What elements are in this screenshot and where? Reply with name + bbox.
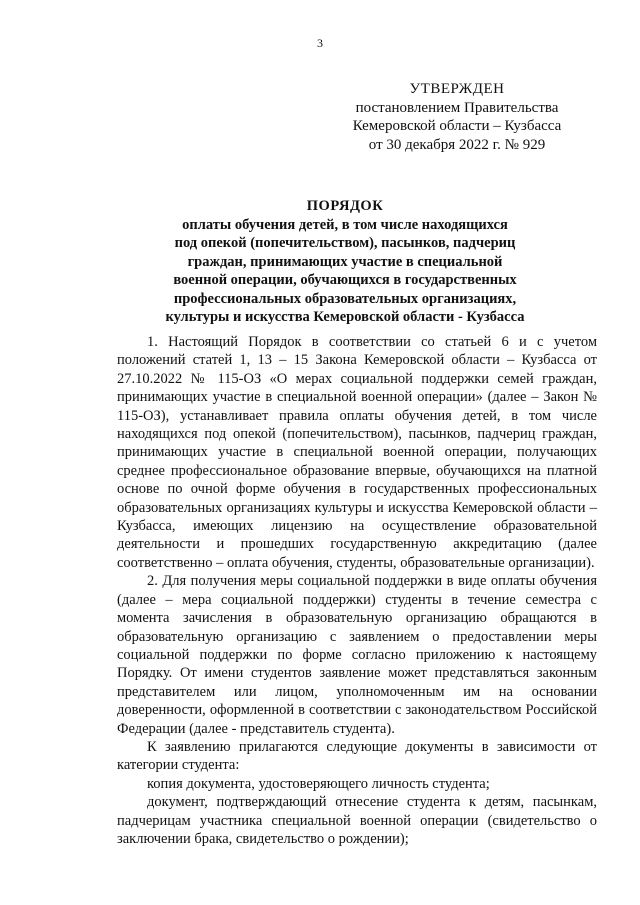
paragraph-list-item: документ, подтверждающий отнесение студента к детям, пасынкам, падчерицам участника специальной военной операции (свидетельство о заключении брака, свидетельство о рождении); bbox=[117, 794, 597, 847]
paragraph-1: 1. Настоящий Порядок в соответствии со статьей 6 и с учетом положений статей 1, 13 – 15 Закона Кемеровской области – Кузбасса от 27.10.2022 № 115-ОЗ «О мерах социальной поддержки семей граждан, принимающих участие в специальной военной операции» (далее – Закон № 115-ОЗ), устанавливает правила оплаты обучения детей, в том числе находящихся под опекой (попечительством), пасынков, падчериц граждан, принимающих участие в специальной военной операции, получающих среднее профессиональное образование впервые, обучающихся на платной основе по очной форме обучения в государственных профессиональных образовательных организациях культуры и искусства Кемеровской области – Кузбасса, имеющих лицензию на осуществление образовательной деятельности и прошедших государственную аккредитацию (далее соответственно – оплата обучения, студенты, образовательные организации). bbox=[117, 334, 597, 571]
title-heading: ПОРЯДОК bbox=[306, 198, 384, 214]
document-title bbox=[110, 197, 580, 327]
paragraph-attachments-intro: К заявлению прилагаются следующие документы в зависимости от категории студента: bbox=[117, 738, 597, 774]
title-line: под опекой (попечительством), пасынков, падчериц bbox=[174, 235, 516, 251]
paragraph-2: 2. Для получения меры социальной поддержки в виде оплаты обучения (далее – мера социальной поддержки) студенты в течение семестра с момента зачисления в образовательную организацию обращаются в образовательную организацию с заявлением о предоставлении меры социальной поддержки по форме согласно приложению к настоящему Порядку. От имени студентов заявление может представляться законным представителем или лицом, уполномоченным им на основании доверенности, оформленной в соответствии с законодательством Российской Федерации (далее - представитель студента). bbox=[117, 573, 597, 737]
title-line: граждан, принимающих участие в специальной bbox=[187, 253, 503, 270]
approval-line: Кемеровской области – Кузбасса bbox=[352, 118, 562, 134]
page-number: 3 bbox=[317, 36, 323, 50]
document-body bbox=[117, 333, 597, 848]
title-line: культуры и искусства Кемеровской области - Кузбасса bbox=[165, 309, 525, 325]
title-line: оплаты обучения детей, в том числе находящихся bbox=[182, 216, 508, 233]
approval-heading: УТВЕРЖДЕН bbox=[409, 81, 505, 97]
paragraph-list-item: копия документа, удостоверяющего личность студента; bbox=[147, 775, 490, 792]
title-line: военной операции, обучающихся в государственных bbox=[173, 272, 517, 288]
approval-line: от 30 декабря 2022 г. № 929 bbox=[368, 136, 546, 153]
title-line: профессиональных образовательных организациях, bbox=[173, 290, 517, 307]
approval-line: постановлением Правительства bbox=[355, 99, 559, 116]
approval-block bbox=[332, 80, 582, 154]
